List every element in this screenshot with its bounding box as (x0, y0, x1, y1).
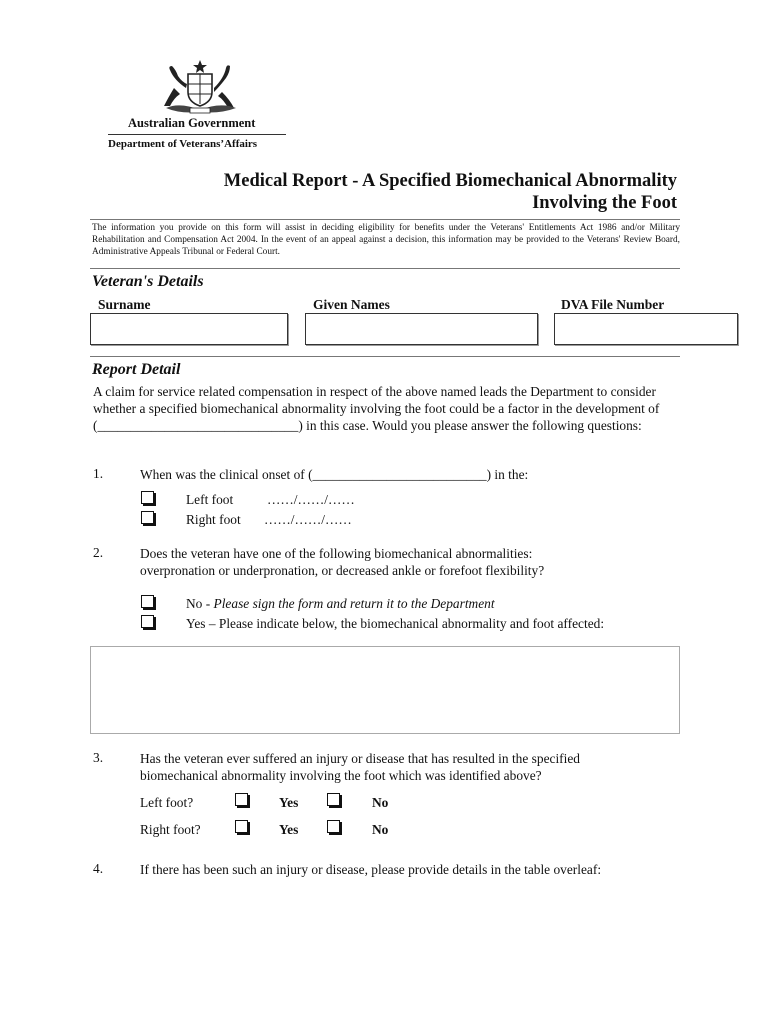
right-foot-date: ……/……/…… (264, 512, 352, 527)
details-divider (90, 356, 680, 357)
dva-file-number-field[interactable] (554, 313, 738, 345)
yes-abnormality-label: Yes – Please indicate below, the biomechanical abnormality and foot affected: (186, 616, 605, 631)
no-prefix: No - (186, 596, 214, 611)
government-name: Australian Government (128, 116, 256, 130)
q3-left-foot-label: Left foot? (140, 795, 194, 810)
veterans-details-heading: Veteran's Details (92, 273, 204, 290)
surname-label: Surname (98, 297, 151, 312)
intro-divider (90, 268, 680, 269)
q3-right-foot-label: Right foot? (140, 822, 201, 837)
report-detail-paragraph: A claim for service related compensation in respect of the above named leads the Department to consider whether a specified biomechanical abnormality involving the foot could be a factor in the development of (______________________________) in this case. Would you please answer the following questions: (93, 384, 660, 433)
no-abnormality-label (186, 596, 495, 612)
right-foot-checkbox[interactable] (141, 511, 154, 524)
question-3-number: 3. (93, 750, 104, 765)
no-abnormality-checkbox[interactable] (141, 595, 154, 608)
surname-field[interactable] (90, 313, 288, 345)
yes-abnormality-checkbox[interactable] (141, 615, 154, 628)
question-1-number: 1. (93, 466, 104, 481)
left-foot-checkbox[interactable] (141, 491, 154, 504)
report-detail-heading: Report Detail (92, 361, 181, 378)
form-title-line2: Involving the Foot (532, 193, 677, 213)
q3-left-no-checkbox[interactable] (327, 793, 340, 806)
given-names-field[interactable] (305, 313, 538, 345)
no-instruction: Please sign the form and return it to the Department (213, 596, 495, 611)
question-1-text: When was the clinical onset of (__________________________) in the: (140, 467, 529, 482)
coat-of-arms-logo (160, 58, 240, 116)
q3-right-yes-label: Yes (279, 822, 299, 837)
question-2-number: 2. (93, 545, 104, 560)
question-3-line2: biomechanical abnormality involving the foot which was identified above? (140, 768, 542, 783)
department-name: Department of Veterans’Affairs (108, 138, 258, 150)
right-foot-label: Right foot (186, 512, 241, 527)
form-title-line1: Medical Report - A Specified Biomechanical Abnormality (223, 171, 677, 191)
left-foot-date: ……/……/…… (267, 492, 355, 507)
dva-file-number-label: DVA File Number (561, 297, 665, 312)
title-divider (90, 219, 680, 220)
form-title (140, 170, 677, 214)
question-2-line1: Does the veteran have one of the following biomechanical abnormalities: (140, 546, 533, 561)
given-names-label: Given Names (313, 297, 390, 312)
question-4-number: 4. (93, 861, 104, 876)
question-4-text: If there has been such an injury or disease, please provide details in the table overleaf: (140, 862, 602, 877)
header-divider (108, 134, 286, 135)
intro-text: The information you provide on this form will assist in deciding eligibility for benefits under the Veterans' Entitlements Act 1986 and/or Military Rehabilitation and Compensation Act 2004. In the event of an appeal against a decision, this information may be provided to the Veterans' Review Board, Administrative Appeals Tribunal or Federal Court. (92, 223, 680, 257)
q3-right-yes-checkbox[interactable] (235, 820, 248, 833)
q3-left-no-label: No (372, 795, 389, 810)
left-foot-label: Left foot (186, 492, 234, 507)
abnormality-details-field[interactable] (90, 646, 680, 734)
question-3-line1: Has the veteran ever suffered an injury or disease that has resulted in the specified (140, 751, 580, 766)
q3-left-yes-label: Yes (279, 795, 299, 810)
q3-right-no-label: No (372, 822, 389, 837)
q3-right-no-checkbox[interactable] (327, 820, 340, 833)
q3-left-yes-checkbox[interactable] (235, 793, 248, 806)
question-2-line2: overpronation or underpronation, or decreased ankle or forefoot flexibility? (140, 563, 545, 578)
